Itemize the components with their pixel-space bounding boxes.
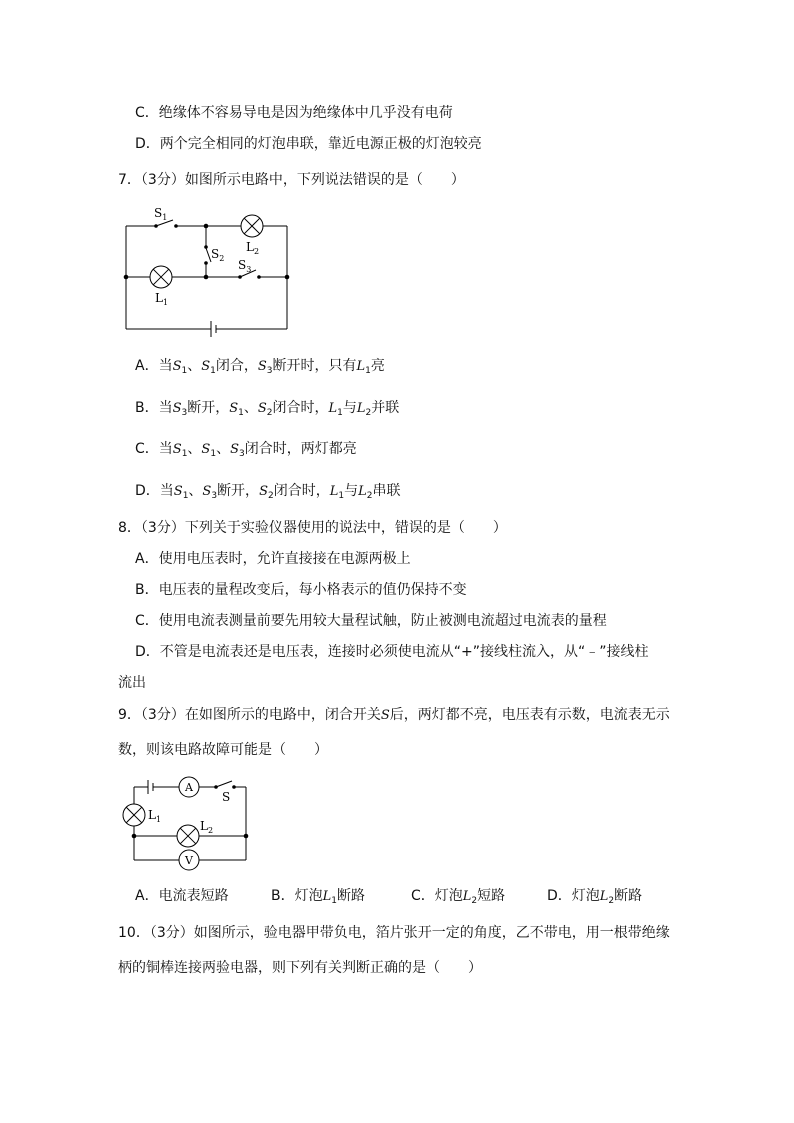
q7-s2-label: $S_2$ xyxy=(211,247,225,263)
q7-option-a: A．当$S_1$、$S_1$闭合，$S_3$断开时，只有$L_1$亮 xyxy=(135,358,385,376)
q6-option-c: C．绝缘体不容易导电是因为绝缘体中几乎没有电荷 xyxy=(135,105,453,121)
voltmeter-label: V xyxy=(185,854,193,867)
q7-circuit-diagram xyxy=(110,198,310,343)
q8-option-b: B．电压表的量程改变后，每小格表示的值仍保持不变 xyxy=(135,582,467,598)
q9-l2-label: $L_2$ xyxy=(200,819,214,835)
q9-stem-line1: 9．（3分）在如图所示的电路中，闭合开关S后，两灯都不亮，电压表有示数，电流表无示 xyxy=(118,707,670,723)
q7-s1-label: $S_1$ xyxy=(154,206,168,222)
q9-option-b: B．灯泡$L_1$断路 xyxy=(271,888,365,906)
q7-option-c: C．当$S_1$、$S_1$、$S_3$闭合时，两灯都亮 xyxy=(135,441,357,459)
q10-stem-line2: 柄的铜棒连接两验电器，则下列有关判断正确的是（ ） xyxy=(118,960,482,976)
q8-stem: 8．（3分）下列关于实验仪器使用的说法中，错误的是（ ） xyxy=(118,520,507,536)
q9-option-c: C．灯泡$L_2$短路 xyxy=(411,888,506,906)
q8-option-d-continued: 流出 xyxy=(118,675,146,691)
q9-l1-label: $L_1$ xyxy=(148,808,162,824)
ammeter-label: A xyxy=(185,781,193,794)
q8-option-a: A．使用电压表时，允许直接接在电源两极上 xyxy=(135,551,411,567)
q10-stem-line1: 10．（3分）如图所示，验电器甲带负电，箔片张开一定的角度，乙不带电，用一根带绝缘 xyxy=(118,925,670,941)
q7-option-b: B．当$S_3$断开，$S_1$、$S_2$闭合时，$L_1$与$L_2$并联 xyxy=(135,400,400,418)
q9-stem-line2: 数，则该电路故障可能是（ ） xyxy=(118,742,328,758)
q7-option-d: D．当$S_1$、$S_3$断开，$S_2$闭合时，$L_1$与$L_2$串联 xyxy=(135,483,401,501)
q7-s3-label: $S_3$ xyxy=(238,258,252,274)
q9-option-d: D．灯泡$L_2$断路 xyxy=(547,888,643,906)
q7-stem: 7．（3分）如图所示电路中，下列说法错误的是（ ） xyxy=(118,172,465,188)
q9-circuit-diagram xyxy=(118,772,258,874)
q7-l1-label: $L_1$ xyxy=(155,291,169,307)
q6-option-d: D．两个完全相同的灯泡串联，靠近电源正极的灯泡较亮 xyxy=(135,136,482,152)
q8-option-c: C．使用电流表测量前要先用较大量程试触，防止被测电流超过电流表的量程 xyxy=(135,613,607,629)
q7-l2-label: $L_2$ xyxy=(246,240,260,256)
q8-option-d: D．不管是电流表还是电压表，连接时必须使电流从“+”接线柱流入，从“﹣”接线柱 xyxy=(135,644,649,660)
q9-option-a: A．电流表短路 xyxy=(135,888,229,904)
q9-switch-label: S xyxy=(222,790,231,804)
